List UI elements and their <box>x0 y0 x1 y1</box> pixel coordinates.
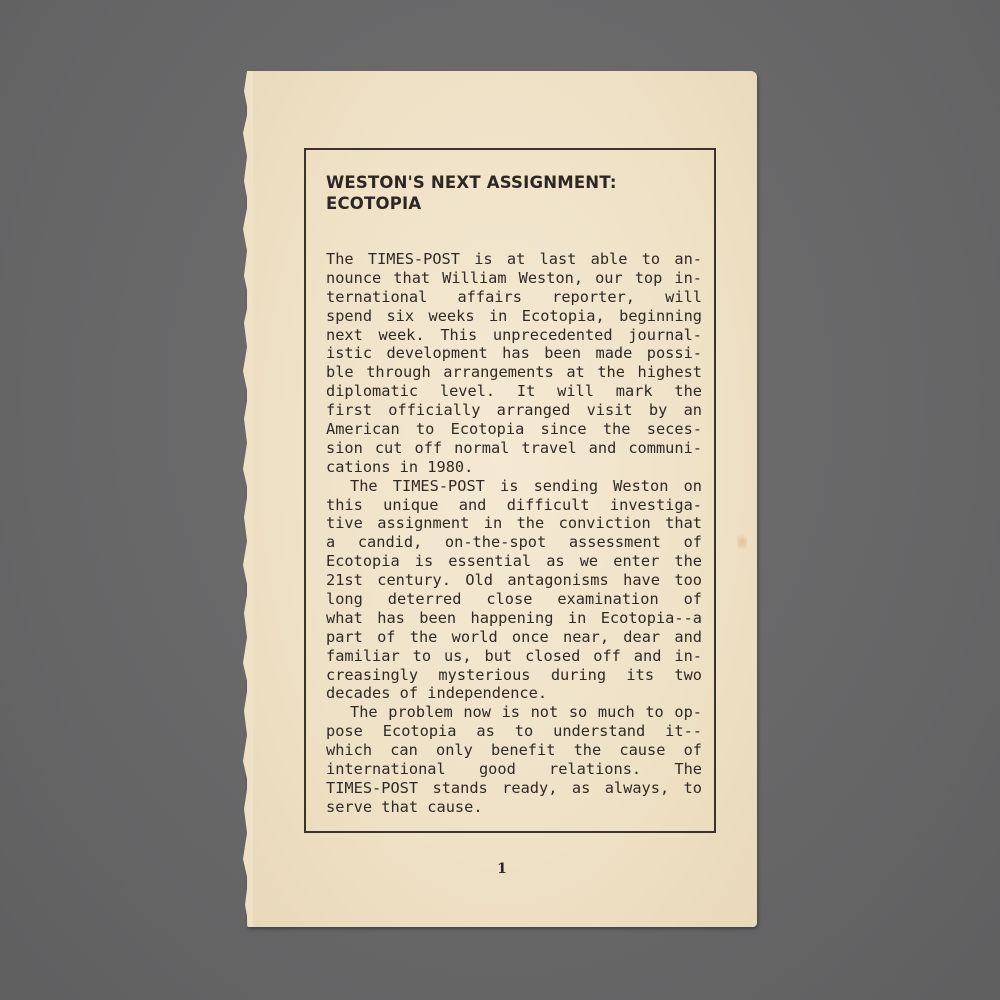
article-body <box>326 250 702 817</box>
paragraph-line: tive assignment in the conviction that <box>326 514 702 533</box>
paragraph-line: next week. This unprecedented journal- <box>326 325 702 344</box>
paragraph-line: cations in 1980. <box>326 457 474 476</box>
paragraph-line: what has been happening in Ecotopia--a <box>326 608 702 627</box>
paragraph-line: long deterred close examination of <box>326 590 702 609</box>
paragraph-line: international good relations. The <box>326 760 702 779</box>
paragraph-line: pose Ecotopia as to understand it-- <box>326 722 702 741</box>
paragraph-line: a candid, on-the-spot assessment of <box>326 533 702 552</box>
paper-stain <box>737 531 747 553</box>
paragraph-line: The problem now is not so much to op- <box>350 703 702 722</box>
paragraph-line: TIMES-POST stands ready, as always, to <box>326 778 702 797</box>
paragraph-line: American to Ecotopia since the seces- <box>326 420 702 439</box>
paragraph-line: nounce that William Weston, our top in- <box>326 268 702 287</box>
paragraph-line: ternational affairs reporter, will <box>326 287 702 306</box>
paragraph-line: The TIMES-POST is sending Weston on <box>350 476 702 495</box>
article-frame <box>304 148 716 833</box>
paragraph-line: istic development has been made possi- <box>326 344 702 363</box>
paragraph-line: this unique and difficult investiga- <box>326 495 702 514</box>
paragraph-line: 21st century. Old antagonisms have too <box>326 571 702 590</box>
paragraph-line: creasingly mysterious during its two <box>326 665 702 684</box>
paragraph-line: which can only benefit the cause of <box>326 741 702 760</box>
paragraph-line: ble through arrangements at the highest <box>326 363 702 382</box>
paragraph-line: first officially arranged visit by an <box>326 401 702 420</box>
torn-edge <box>241 71 253 927</box>
paragraph-line: diplomatic level. It will mark the <box>326 382 702 401</box>
paragraph-line: Ecotopia is essential as we enter the <box>326 552 702 571</box>
paragraph-line: part of the world once near, dear and <box>326 627 702 646</box>
paragraph-line: The TIMES-POST is at last able to an- <box>326 250 702 268</box>
headline-line: ECOTOPIA <box>326 194 422 213</box>
paragraph-line: familiar to us, but closed off and in- <box>326 646 702 665</box>
headline-line: WESTON'S NEXT ASSIGNMENT: <box>326 173 617 192</box>
article-headline <box>326 172 696 214</box>
paragraph-line: spend six weeks in Ecotopia, beginning <box>326 306 702 325</box>
paragraph-line: decades of independence. <box>326 684 548 703</box>
paragraph-line: serve that cause. <box>326 797 483 816</box>
book-page <box>247 71 757 927</box>
page-number: 1 <box>497 861 507 877</box>
paragraph-line: sion cut off normal travel and communi- <box>326 438 702 457</box>
